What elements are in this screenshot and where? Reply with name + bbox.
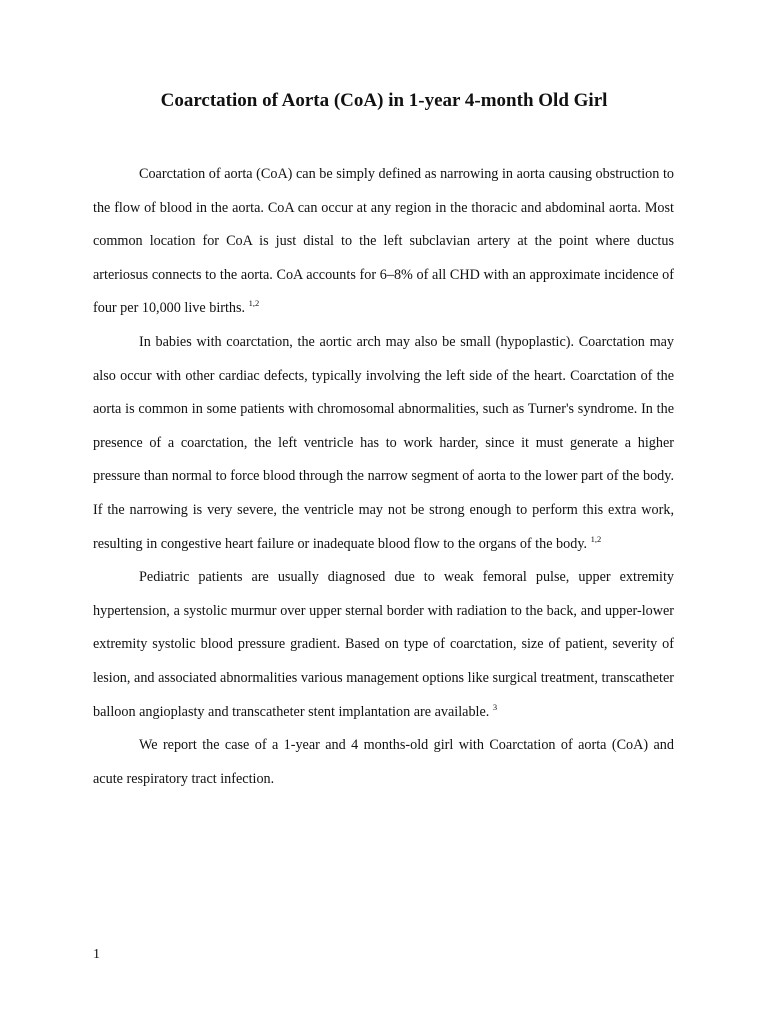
- paragraph-1: [93, 158, 674, 326]
- paragraph-3-citation: 3: [492, 701, 498, 712]
- paragraph-1-text: Coarctation of aorta (CoA) can be simply defined as narrowing in aorta causing obstruction to the flow of blood in the aorta. CoA can occur at any region in the thoracic and abdominal aorta. Most common location for CoA is just distal to the left subclavian artery at the point where ductus arteriosus connects to the aorta. CoA accounts for 6–8% of all CHD with an approximate incidence of four per 10,000 live births.: [93, 166, 674, 317]
- paragraph-3-text: Pediatric patients are usually diagnosed due to weak femoral pulse, upper extremity hypertension, a systolic murmur over upper sternal border with radiation to the back, and upper-lower extremity systolic blood pressure gradient. Based on type of coarctation, size of patient, severity of lesion, and associated abnormalities various management options like surgical treatment, transcatheter balloon angioplasty and transcatheter stent implantation are available.: [93, 569, 674, 720]
- paragraph-4: [93, 729, 674, 796]
- paragraph-2-citation: 1,2: [590, 533, 602, 544]
- paragraph-2-text: In babies with coarctation, the aortic arch may also be small (hypoplastic). Coarctation may also occur with other cardiac defects, typically involving the left side of the heart. Coarctation of the aorta is common in some patients with chromosomal abnormalities, such as Turner's syndrome. In the presence of a coarctation, the left ventricle has to work harder, since it must generate a higher pressure than normal to force blood through the narrow segment of aorta to the lower part of the body. If the narrowing is very severe, the ventricle may not be strong enough to perform this extra work, resulting in congestive heart failure or inadequate blood flow to the organs of the body.: [93, 333, 674, 552]
- paragraph-1-citation: 1,2: [248, 298, 260, 309]
- paragraph-3: [93, 561, 674, 729]
- paragraph-4-text: We report the case of a 1-year and 4 months-old girl with Coarctation of aorta (CoA) and acute respiratory tract infection.: [93, 737, 674, 787]
- paragraph-2: [93, 326, 674, 561]
- document-title: Coarctation of Aorta (CoA) in 1-year 4-month Old Girl: [160, 90, 608, 111]
- document-body: [93, 158, 674, 796]
- page-number: 1: [93, 947, 100, 962]
